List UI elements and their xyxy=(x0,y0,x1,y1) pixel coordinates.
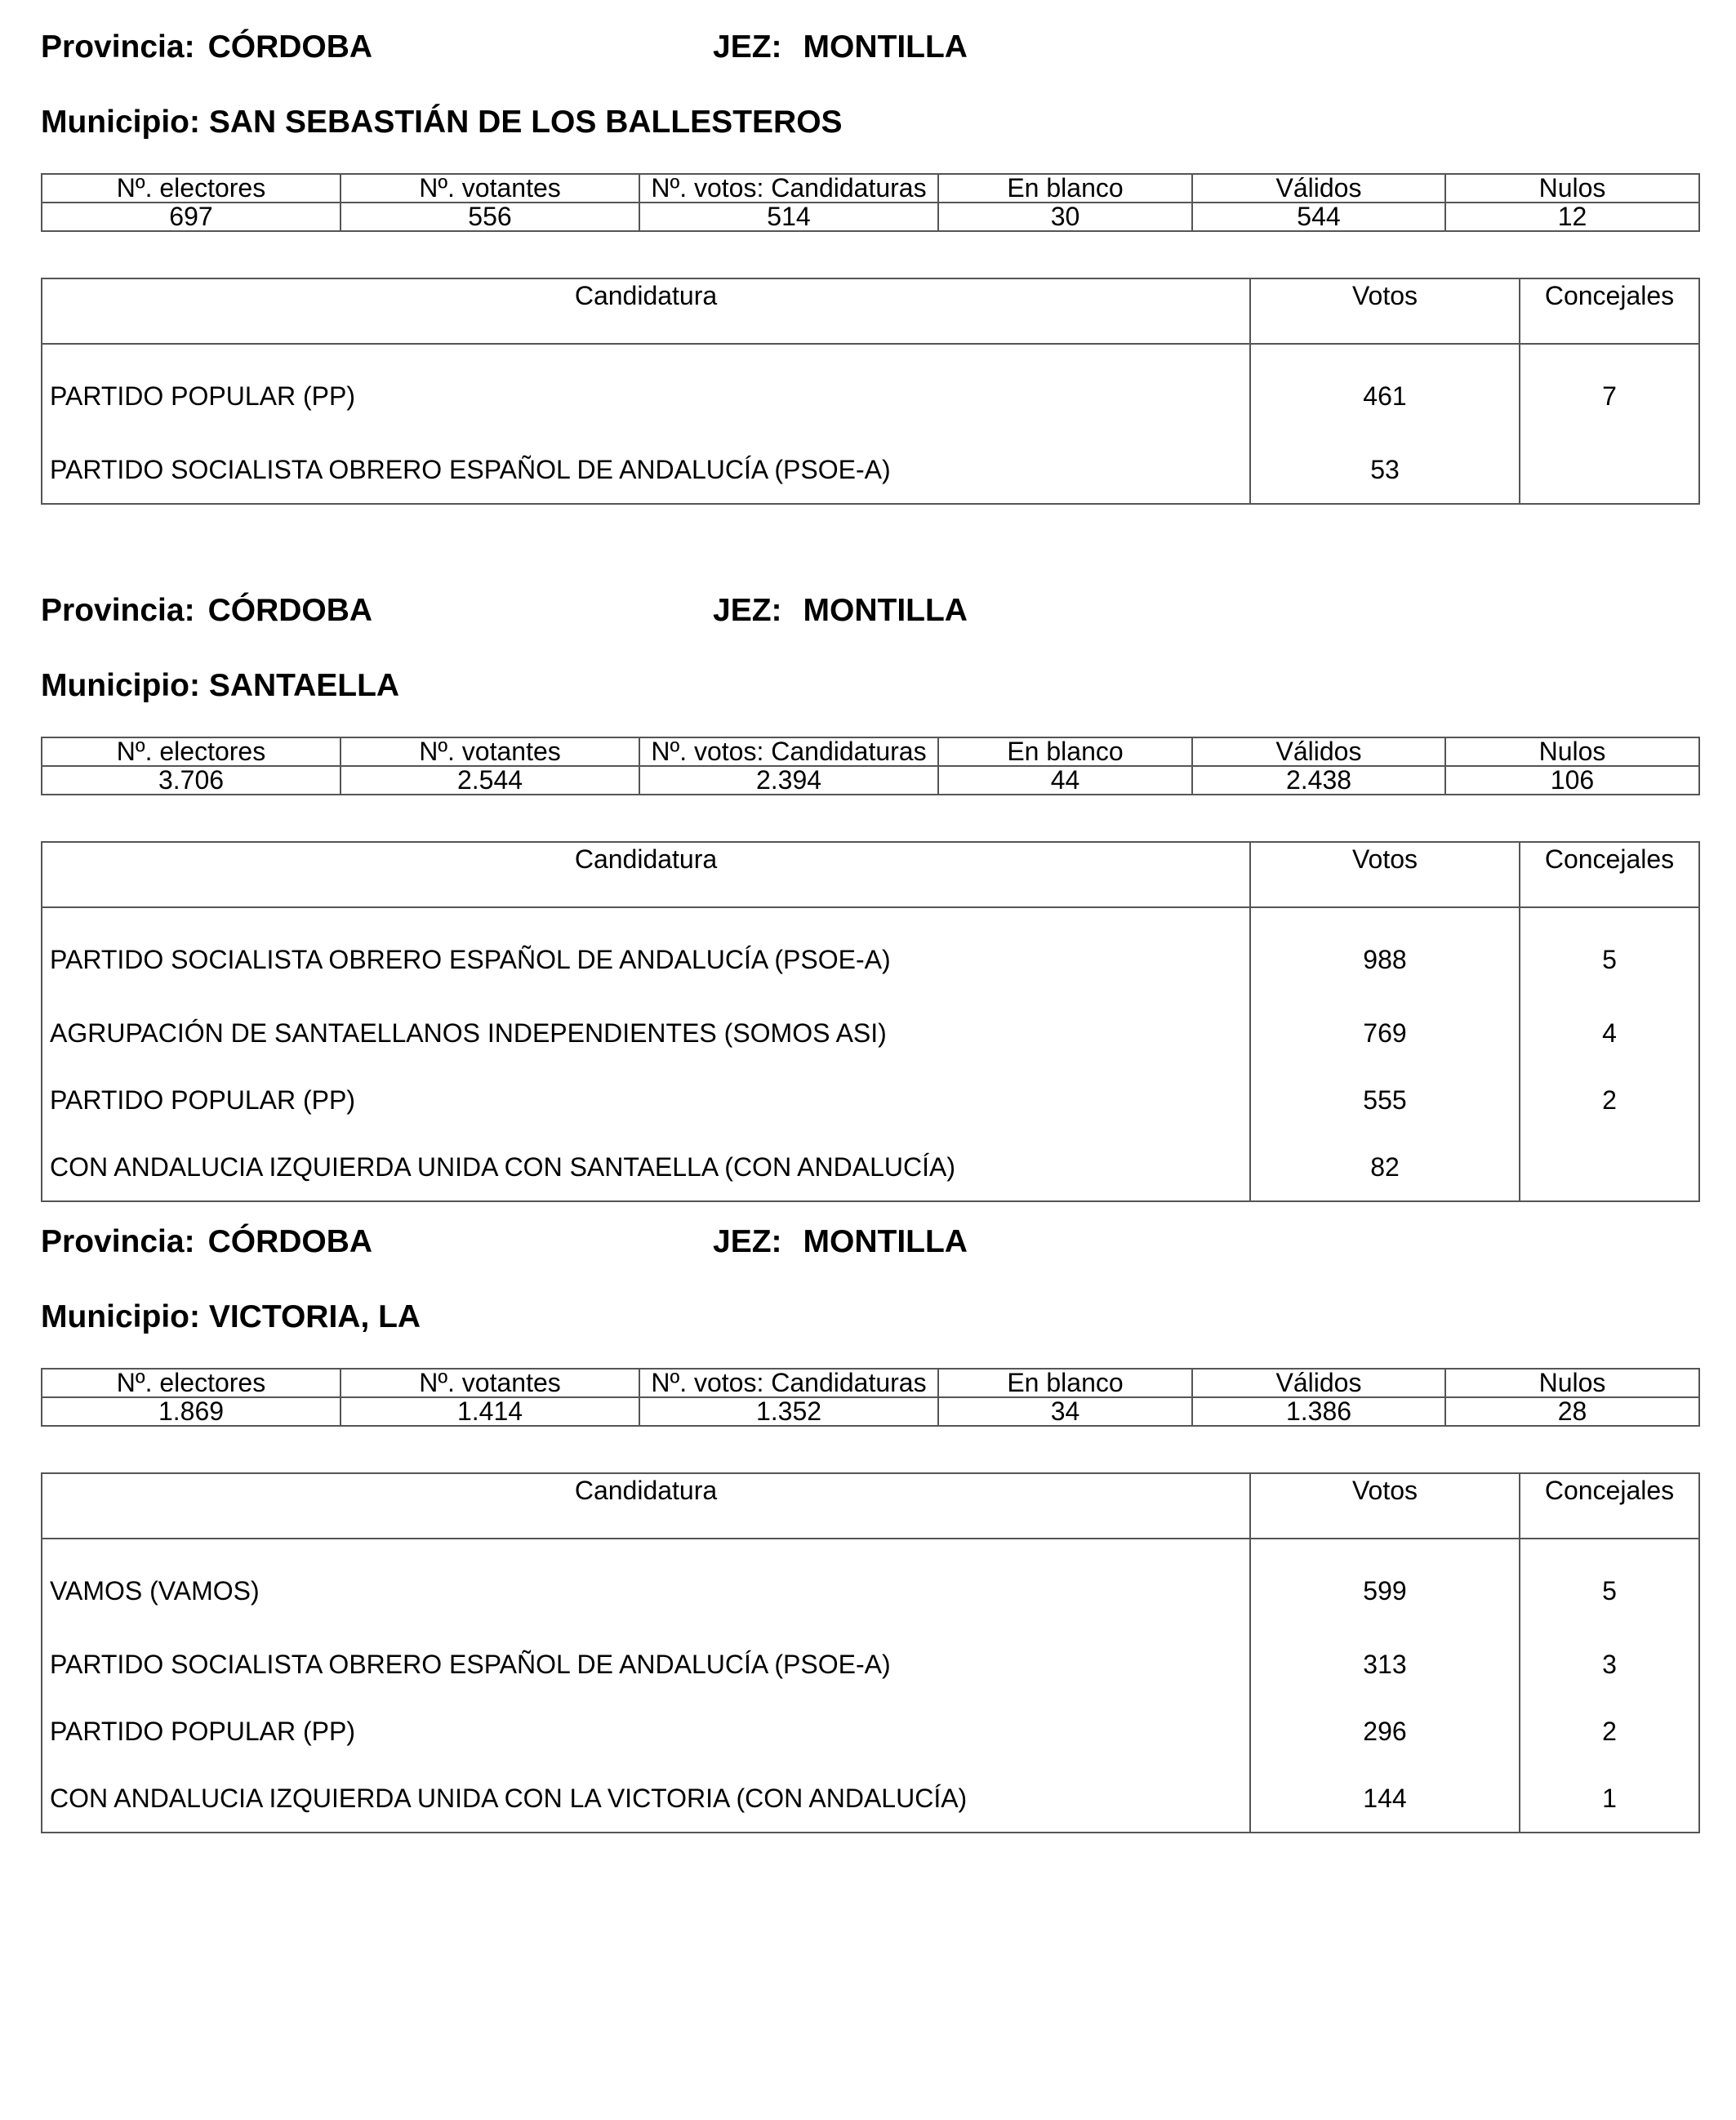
candidate-votos: 144 xyxy=(1250,1765,1520,1833)
provincia-value: CÓRDOBA xyxy=(207,593,373,628)
stats-header-votos-candidaturas: Nº. votos: Candidaturas xyxy=(639,737,938,766)
candidate-concejales: 5 xyxy=(1520,1539,1699,1631)
table-row xyxy=(42,1631,1699,1698)
stats-header-validos: Válidos xyxy=(1192,174,1445,203)
stats-value-en-blanco: 44 xyxy=(938,766,1192,795)
candidate-name: PARTIDO SOCIALISTA OBRERO ESPAÑOL DE ANDALUCÍA (PSOE-A) xyxy=(42,907,1250,1000)
cand-header-concejales: Concejales xyxy=(1520,278,1699,344)
provincia-line xyxy=(41,591,372,630)
jez-value: MONTILLA xyxy=(803,1224,968,1259)
stats-header-nulos: Nulos xyxy=(1445,174,1699,203)
stats-header-votantes: Nº. votantes xyxy=(341,1369,639,1397)
table-row xyxy=(42,1765,1699,1833)
stats-value-votos-candidaturas: 514 xyxy=(639,203,938,231)
cand-header-votos: Votos xyxy=(1250,278,1520,344)
jez-value: MONTILLA xyxy=(803,593,968,628)
candidate-name: CON ANDALUCIA IZQUIERDA UNIDA CON LA VICTORIA (CON ANDALUCÍA) xyxy=(42,1765,1250,1833)
candidate-concejales: 1 xyxy=(1520,1765,1699,1833)
jez-label: JEZ: xyxy=(713,29,782,65)
stats-value-validos: 1.386 xyxy=(1192,1397,1445,1426)
stats-value-votantes: 1.414 xyxy=(341,1397,639,1426)
cand-header-concejales: Concejales xyxy=(1520,842,1699,907)
stats-value-votos-candidaturas: 1.352 xyxy=(639,1397,938,1426)
candidate-votos: 769 xyxy=(1250,1000,1520,1067)
candidate-votos: 461 xyxy=(1250,344,1520,436)
cand-header-candidatura: Candidatura xyxy=(42,278,1250,344)
candidate-concejales: 4 xyxy=(1520,1000,1699,1067)
provincia-value: CÓRDOBA xyxy=(207,29,373,65)
provincia-value: CÓRDOBA xyxy=(207,1224,373,1259)
stats-header-votos-candidaturas: Nº. votos: Candidaturas xyxy=(639,174,938,203)
cand-header-candidatura: Candidatura xyxy=(42,842,1250,907)
candidate-concejales: 3 xyxy=(1520,1631,1699,1698)
stats-table xyxy=(41,173,1700,232)
jez-label: JEZ: xyxy=(713,593,782,628)
stats-value-electores: 1.869 xyxy=(42,1397,341,1426)
candidates-table xyxy=(41,841,1700,1202)
stats-value-validos: 2.438 xyxy=(1192,766,1445,795)
municipio-value: VICTORIA, LA xyxy=(208,1299,421,1334)
stats-header-en-blanco: En blanco xyxy=(938,737,1192,766)
candidate-votos: 82 xyxy=(1250,1133,1520,1201)
jez-line xyxy=(713,591,968,630)
stats-value-votantes: 2.544 xyxy=(341,766,639,795)
municipio-value: SAN SEBASTIÁN DE LOS BALLESTEROS xyxy=(208,105,843,140)
table-row xyxy=(42,1000,1699,1067)
provincia-line xyxy=(41,1223,372,1262)
jez-value: MONTILLA xyxy=(803,29,968,65)
cand-header-concejales: Concejales xyxy=(1520,1473,1699,1539)
stats-header-votos-candidaturas: Nº. votos: Candidaturas xyxy=(639,1369,938,1397)
table-row xyxy=(42,907,1699,1000)
jez-label: JEZ: xyxy=(713,1224,782,1259)
stats-header-electores: Nº. electores xyxy=(42,737,341,766)
table-row xyxy=(42,1067,1699,1133)
stats-value-en-blanco: 30 xyxy=(938,203,1192,231)
provincia-label: Provincia: xyxy=(41,1224,195,1259)
municipio-line xyxy=(41,103,843,142)
stats-value-votantes: 556 xyxy=(341,203,639,231)
candidate-concejales: 7 xyxy=(1520,344,1699,436)
cand-header-votos: Votos xyxy=(1250,1473,1520,1539)
stats-header-electores: Nº. electores xyxy=(42,1369,341,1397)
candidate-name: PARTIDO POPULAR (PP) xyxy=(42,344,1250,436)
candidate-name: PARTIDO POPULAR (PP) xyxy=(42,1698,1250,1765)
stats-value-nulos: 28 xyxy=(1445,1397,1699,1426)
stats-value-electores: 3.706 xyxy=(42,766,341,795)
candidate-concejales: 2 xyxy=(1520,1067,1699,1133)
stats-value-nulos: 106 xyxy=(1445,766,1699,795)
stats-header-validos: Válidos xyxy=(1192,737,1445,766)
stats-header-validos: Válidos xyxy=(1192,1369,1445,1397)
candidate-votos: 555 xyxy=(1250,1067,1520,1133)
stats-header-nulos: Nulos xyxy=(1445,1369,1699,1397)
candidate-name: PARTIDO POPULAR (PP) xyxy=(42,1067,1250,1133)
stats-header-votantes: Nº. votantes xyxy=(341,174,639,203)
jez-line xyxy=(713,1223,968,1262)
provincia-label: Provincia: xyxy=(41,29,195,65)
candidate-name: VAMOS (VAMOS) xyxy=(42,1539,1250,1631)
stats-header-votantes: Nº. votantes xyxy=(341,737,639,766)
table-row xyxy=(42,1133,1699,1201)
candidate-name: PARTIDO SOCIALISTA OBRERO ESPAÑOL DE ANDALUCÍA (PSOE-A) xyxy=(42,436,1250,504)
candidate-concejales: 2 xyxy=(1520,1698,1699,1765)
candidates-table xyxy=(41,1472,1700,1833)
candidate-votos: 313 xyxy=(1250,1631,1520,1698)
table-row xyxy=(42,1539,1699,1631)
municipio-label: Municipio: xyxy=(41,1299,200,1334)
provincia-line xyxy=(41,28,372,67)
cand-header-candidatura: Candidatura xyxy=(42,1473,1250,1539)
table-row xyxy=(42,436,1699,504)
stats-header-electores: Nº. electores xyxy=(42,174,341,203)
candidate-name: AGRUPACIÓN DE SANTAELLANOS INDEPENDIENTES (SOMOS ASI) xyxy=(42,1000,1250,1067)
cand-header-votos: Votos xyxy=(1250,842,1520,907)
stats-value-nulos: 12 xyxy=(1445,203,1699,231)
municipio-value: SANTAELLA xyxy=(208,668,400,703)
stats-value-votos-candidaturas: 2.394 xyxy=(639,766,938,795)
stats-header-en-blanco: En blanco xyxy=(938,1369,1192,1397)
candidate-concejales xyxy=(1520,1133,1699,1201)
candidate-votos: 599 xyxy=(1250,1539,1520,1631)
candidate-name: CON ANDALUCIA IZQUIERDA UNIDA CON SANTAELLA (CON ANDALUCÍA) xyxy=(42,1133,1250,1201)
candidate-concejales: 5 xyxy=(1520,907,1699,1000)
candidates-table xyxy=(41,278,1700,505)
stats-table xyxy=(41,737,1700,795)
stats-header-nulos: Nulos xyxy=(1445,737,1699,766)
municipio-line xyxy=(41,666,399,706)
stats-table xyxy=(41,1368,1700,1427)
candidate-concejales xyxy=(1520,436,1699,504)
candidate-votos: 988 xyxy=(1250,907,1520,1000)
provincia-label: Provincia: xyxy=(41,593,195,628)
stats-value-en-blanco: 34 xyxy=(938,1397,1192,1426)
municipio-label: Municipio: xyxy=(41,668,200,703)
jez-line xyxy=(713,28,968,67)
table-row xyxy=(42,1698,1699,1765)
stats-header-en-blanco: En blanco xyxy=(938,174,1192,203)
stats-value-validos: 544 xyxy=(1192,203,1445,231)
candidate-votos: 296 xyxy=(1250,1698,1520,1765)
candidate-votos: 53 xyxy=(1250,436,1520,504)
candidate-name: PARTIDO SOCIALISTA OBRERO ESPAÑOL DE ANDALUCÍA (PSOE-A) xyxy=(42,1631,1250,1698)
table-row xyxy=(42,344,1699,436)
municipio-line xyxy=(41,1298,421,1337)
municipio-label: Municipio: xyxy=(41,105,200,140)
stats-value-electores: 697 xyxy=(42,203,341,231)
